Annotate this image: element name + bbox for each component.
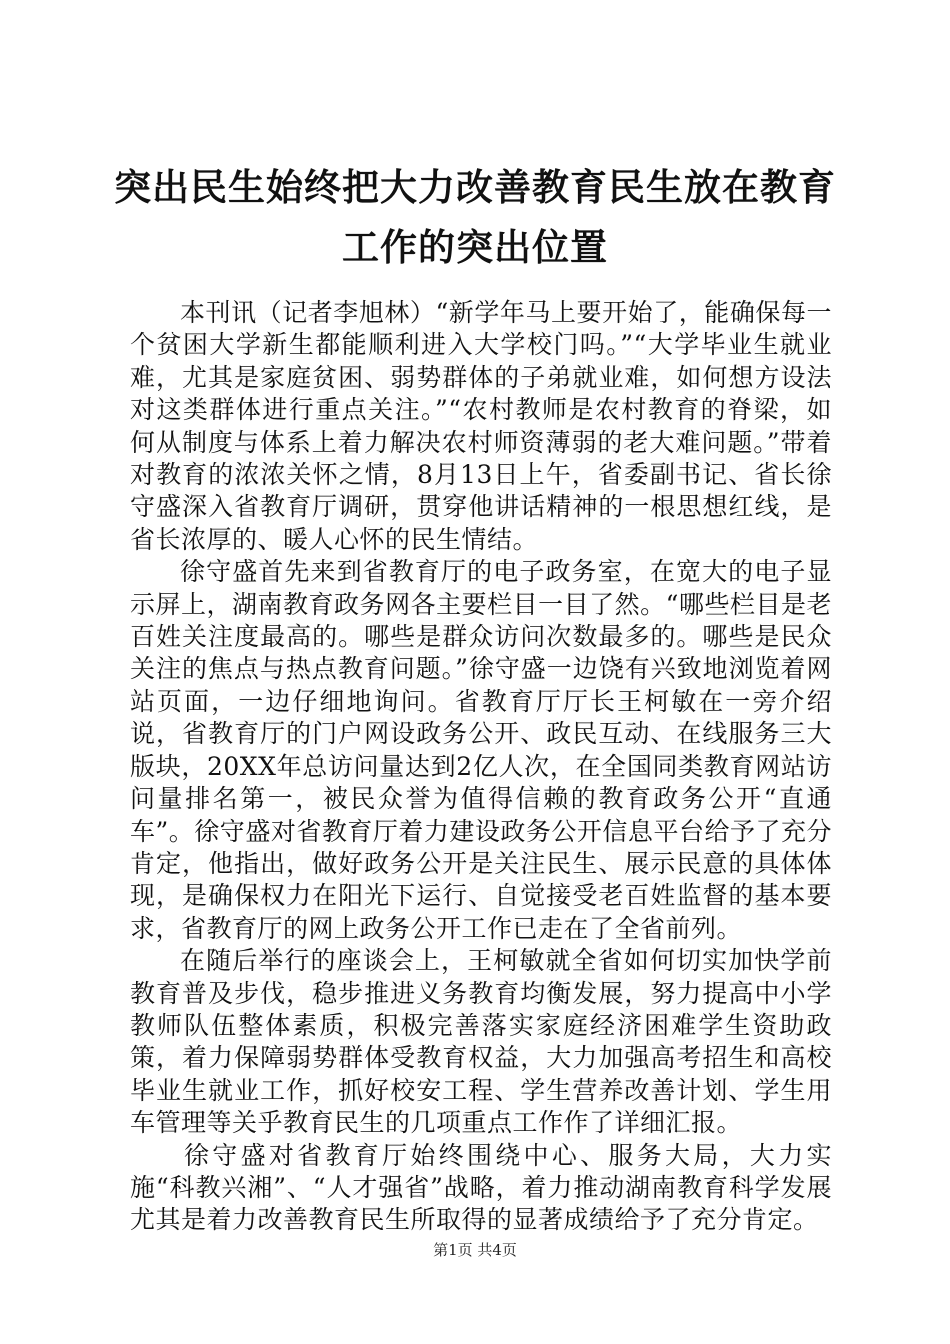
document-title: 突出民生始终把大力改善教育民生放在教育工作的突出位置 [114,166,836,269]
article-body [130,297,832,1237]
paragraph-4: 徐守盛对省教育厅始终围绕中心、服务大局，大力实施“科教兴湘”、“人才强省”战略，着力推动湖南教育科学发展尤其是着力改善教育民生所取得的显著成绩给予了充分肯定。 [130,1140,832,1235]
page-number: 第1页 共4页 [433,1241,517,1259]
paragraph-1: 本刊讯（记者李旭林）“新学年马上要开始了，能确保每一个贫困大学新生都能顺利进入大学校门吗。”“大学毕业生就业难，尤其是家庭贫困、弱势群体的子弟就业难，如何想方设法对这类群体进行重点关注。”“农村教师是农村教育的脊梁，如何从制度与体系上着力解决农村师资薄弱的老大难问题。”带着对教育的浓浓关怀之情，8月13日上午，省委副书记、省长徐守盛深入省教育厅调研，贯穿他讲话精神的一根思想红线，是省长浓厚的、暖人心怀的民生情结。 [130,298,832,554]
page-footer [0,1240,950,1260]
paragraph-3: 在随后举行的座谈会上，王柯敏就全省如何切实加快学前教育普及步伐，稳步推进义务教育均衡发展，努力提高中小学教师队伍整体素质，积极完善落实家庭经济困难学生资助政策，着力保障弱势群体受教育权益，大力加强高考招生和高校毕业生就业工作，抓好校安工程、学生营养改善计划、学生用车管理等关乎教育民生的几项重点工作作了详细汇报。 [130,946,832,1138]
paragraph-2: 徐守盛首先来到省教育厅的电子政务室，在宽大的电子显示屏上，湖南教育政务网各主要栏目一目了然。“哪些栏目是老百姓关注度最高的。哪些是群众访问次数最多的。哪些是民众关注的焦点与热点教育问题。”徐守盛一边饶有兴致地浏览着网站页面，一边仔细地询问。省教育厅厅长王柯敏在一旁介绍说，省教育厅的门户网设政务公开、政民互动、在线服务三大版块，20XX年总访问量达到2亿人次，在全国同类教育网站访问量排名第一，被民众誉为值得信赖的教育政务公开“直通车”。徐守盛对省教育厅着力建设政务公开信息平台给予了充分肯定，他指出，做好政务公开是关注民生、展示民意的具体体现，是确保权力在阳光下运行、自觉接受老百姓监督的基本要求，省教育厅的网上政务公开工作已走在了全省前列。 [130,557,832,943]
